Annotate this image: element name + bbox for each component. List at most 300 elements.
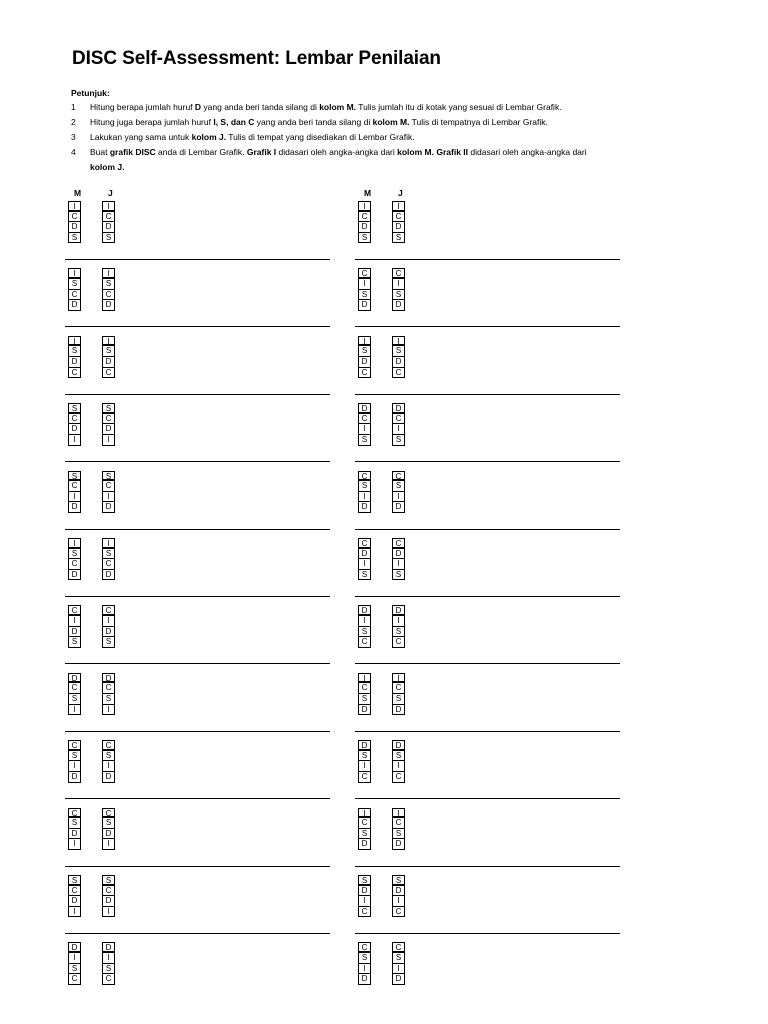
instruction-text-run: I, S, dan C (213, 116, 255, 127)
answer-box[interactable]: I (68, 953, 81, 964)
answer-column-m (358, 673, 371, 715)
answer-box[interactable]: D (102, 673, 115, 684)
answer-box[interactable]: S (358, 829, 371, 840)
answer-box[interactable]: C (102, 683, 115, 694)
answer-box[interactable]: C (358, 268, 371, 279)
answer-box[interactable]: D (68, 896, 81, 907)
answer-box[interactable]: S (68, 233, 81, 244)
answer-box[interactable]: I (392, 559, 405, 570)
answer-box[interactable]: C (392, 268, 405, 279)
answer-box[interactable]: S (68, 549, 81, 560)
answer-box[interactable]: I (358, 201, 371, 212)
answer-column-m (358, 808, 371, 850)
answer-box[interactable]: S (392, 627, 405, 638)
answer-column-m (68, 336, 81, 378)
answer-box[interactable]: I (392, 673, 405, 684)
group-divider (65, 798, 330, 799)
answer-column-j (102, 875, 115, 917)
group-divider (355, 394, 620, 395)
answer-box[interactable]: S (358, 435, 371, 446)
answer-box[interactable]: C (392, 818, 405, 829)
answer-box[interactable]: I (102, 492, 115, 503)
group-divider (355, 259, 620, 260)
instruction-item (71, 130, 611, 145)
answer-box[interactable]: S (102, 279, 115, 290)
answer-box[interactable]: D (358, 502, 371, 513)
answer-box[interactable]: D (102, 772, 115, 783)
answer-column-m (358, 336, 371, 378)
answer-column-m (68, 403, 81, 445)
column-header-m: M (74, 188, 82, 198)
answer-column-j (102, 942, 115, 984)
answer-box[interactable]: D (358, 886, 371, 897)
instruction-continuation (90, 160, 611, 175)
answer-column-m (68, 538, 81, 580)
answer-box[interactable]: D (392, 974, 405, 985)
instruction-text-run: yang anda beri tanda silang di (201, 102, 320, 112)
instruction-text-run: yang anda beri tanda silang di (254, 116, 373, 127)
answer-box[interactable]: D (102, 300, 115, 311)
answer-column-j (392, 403, 405, 445)
answer-box[interactable]: C (358, 637, 371, 648)
answer-box[interactable]: C (392, 538, 405, 549)
answer-box[interactable]: S (68, 751, 81, 762)
answer-box[interactable]: S (68, 694, 81, 705)
answer-box[interactable]: D (358, 222, 371, 233)
answer-column-m (358, 268, 371, 310)
answer-box[interactable]: D (68, 222, 81, 233)
group-divider (65, 731, 330, 732)
answer-box[interactable]: I (102, 268, 115, 279)
answer-box[interactable]: C (102, 290, 115, 301)
group-divider (65, 326, 330, 327)
answer-column-j (392, 808, 405, 850)
answer-box[interactable]: D (358, 705, 371, 716)
answer-column-j (392, 942, 405, 984)
answer-column-j (392, 471, 405, 513)
group-divider (355, 326, 620, 327)
group-divider (355, 866, 620, 867)
answer-box[interactable]: D (358, 357, 371, 368)
instruction-text-run: didasari oleh angka-angka dari (468, 146, 587, 157)
answer-box[interactable]: C (68, 886, 81, 897)
instruction-text-run: Grafik I (246, 146, 277, 157)
group-divider (355, 529, 620, 530)
answer-box[interactable]: S (68, 471, 81, 482)
answer-box[interactable]: D (392, 300, 405, 311)
answer-box[interactable]: I (392, 336, 405, 347)
answer-box[interactable]: C (102, 212, 115, 223)
answer-box[interactable]: I (68, 616, 81, 627)
answer-box[interactable]: I (102, 839, 115, 850)
answer-box[interactable]: C (392, 683, 405, 694)
answer-box[interactable]: S (358, 233, 371, 244)
answer-column-j (392, 605, 405, 647)
answer-box[interactable]: C (358, 212, 371, 223)
group-divider (355, 596, 620, 597)
answer-box[interactable]: I (392, 761, 405, 772)
instruction-item (71, 115, 611, 130)
answer-box[interactable]: I (358, 492, 371, 503)
answer-box[interactable]: C (392, 414, 405, 425)
answer-column-j (392, 538, 405, 580)
answer-box[interactable]: S (358, 346, 371, 357)
instructions-list (71, 100, 611, 175)
group-divider (355, 798, 620, 799)
answer-box[interactable]: D (68, 772, 81, 783)
instructions-heading: Petunjuk: (71, 88, 110, 98)
answer-column-m (68, 740, 81, 782)
answer-box[interactable]: S (102, 549, 115, 560)
answer-box[interactable]: C (68, 414, 81, 425)
answer-column-j (102, 673, 115, 715)
answer-box[interactable]: D (392, 839, 405, 850)
answer-column-j (102, 268, 115, 310)
answer-box[interactable]: S (392, 875, 405, 886)
group-divider (65, 529, 330, 530)
answer-box[interactable]: D (358, 839, 371, 850)
answer-box[interactable]: I (358, 673, 371, 684)
instruction-text-run: grafik DISC (109, 146, 156, 157)
column-header-j: J (398, 188, 403, 198)
answer-column-j (392, 201, 405, 243)
answer-box[interactable]: C (392, 907, 405, 918)
answer-box[interactable]: I (102, 761, 115, 772)
answer-column-m (358, 201, 371, 243)
column-header-j: J (108, 188, 113, 198)
answer-box[interactable]: I (358, 761, 371, 772)
answer-box[interactable]: I (358, 616, 371, 627)
answer-box[interactable]: S (102, 964, 115, 975)
answer-box[interactable]: C (392, 471, 405, 482)
answer-box[interactable]: I (68, 761, 81, 772)
answer-column-m (358, 403, 371, 445)
answer-box[interactable]: S (358, 290, 371, 301)
group-divider (355, 663, 620, 664)
answer-box[interactable]: C (68, 481, 81, 492)
answer-box[interactable]: I (392, 492, 405, 503)
answer-box[interactable]: S (358, 953, 371, 964)
answer-box[interactable]: S (102, 346, 115, 357)
answer-box[interactable]: C (358, 538, 371, 549)
answer-box[interactable]: D (68, 424, 81, 435)
answer-column-j (392, 875, 405, 917)
answer-box[interactable]: I (102, 336, 115, 347)
answer-column-m (358, 740, 371, 782)
answer-box[interactable]: S (358, 481, 371, 492)
answer-box[interactable]: I (102, 953, 115, 964)
answer-box[interactable]: D (68, 502, 81, 513)
answer-box[interactable]: D (392, 886, 405, 897)
answer-box[interactable]: D (68, 570, 81, 581)
answer-column-m (68, 673, 81, 715)
answer-box[interactable]: I (392, 964, 405, 975)
answer-box[interactable]: C (102, 481, 115, 492)
answer-box[interactable]: S (392, 829, 405, 840)
answer-box[interactable]: I (392, 201, 405, 212)
answer-box[interactable]: D (102, 357, 115, 368)
answer-box[interactable]: C (358, 772, 371, 783)
answer-box[interactable]: C (102, 414, 115, 425)
answer-box[interactable]: S (358, 875, 371, 886)
answer-box[interactable]: S (68, 346, 81, 357)
answer-column-m (358, 538, 371, 580)
column-header-m: M (364, 188, 372, 198)
answer-box[interactable]: S (358, 570, 371, 581)
answer-box[interactable]: C (68, 290, 81, 301)
answer-box[interactable]: I (358, 559, 371, 570)
answer-column-m (358, 605, 371, 647)
answer-box[interactable]: D (68, 357, 81, 368)
answer-box[interactable]: S (392, 233, 405, 244)
instruction-text-run: Hitung juga berapa jumlah huruf (90, 116, 214, 127)
answer-box[interactable]: I (68, 538, 81, 549)
answer-box[interactable]: D (102, 627, 115, 638)
answer-box[interactable]: I (102, 538, 115, 549)
answer-column-m (68, 942, 81, 984)
answer-box[interactable]: D (102, 424, 115, 435)
instruction-text-run: Grafik II (436, 146, 469, 157)
answer-box[interactable]: S (102, 471, 115, 482)
answer-box[interactable]: I (358, 964, 371, 975)
answer-box[interactable]: C (358, 471, 371, 482)
answer-box[interactable]: D (358, 403, 371, 414)
answer-box[interactable]: D (392, 222, 405, 233)
answer-box[interactable]: I (102, 705, 115, 716)
answer-box[interactable]: D (68, 942, 81, 953)
instruction-text-run: anda di Lembar Grafik. (155, 146, 247, 157)
answer-column-m (68, 808, 81, 850)
answer-box[interactable]: C (68, 808, 81, 819)
answer-column-j (392, 740, 405, 782)
answer-column-m (68, 268, 81, 310)
answer-box[interactable]: D (102, 829, 115, 840)
answer-box[interactable]: S (392, 346, 405, 357)
answer-box[interactable]: I (358, 336, 371, 347)
instruction-text-run: kolom J. (90, 161, 125, 172)
answer-box[interactable]: I (102, 201, 115, 212)
answer-box[interactable]: C (358, 683, 371, 694)
answer-column-m (68, 605, 81, 647)
group-divider (65, 866, 330, 867)
answer-box[interactable]: C (68, 212, 81, 223)
answer-box[interactable]: D (68, 300, 81, 311)
answer-box[interactable]: C (102, 368, 115, 379)
answer-column-j (102, 336, 115, 378)
answer-box[interactable]: S (392, 481, 405, 492)
group-divider (355, 461, 620, 462)
answer-box[interactable]: S (102, 233, 115, 244)
answer-box[interactable]: I (102, 616, 115, 627)
instruction-item (71, 145, 611, 175)
answer-box[interactable]: I (68, 268, 81, 279)
answer-box[interactable]: C (68, 605, 81, 616)
group-divider (65, 596, 330, 597)
answer-box[interactable]: D (392, 549, 405, 560)
answer-box[interactable]: C (358, 368, 371, 379)
answer-box[interactable]: C (392, 637, 405, 648)
answer-box[interactable]: S (392, 953, 405, 964)
answer-box[interactable]: I (68, 839, 81, 850)
answer-box[interactable]: C (102, 559, 115, 570)
answer-box[interactable]: I (68, 907, 81, 918)
instruction-text-run: kolom M. (397, 146, 434, 157)
answer-column-j (102, 740, 115, 782)
answer-box[interactable]: I (68, 705, 81, 716)
answer-box[interactable]: I (392, 896, 405, 907)
answer-box[interactable]: C (358, 942, 371, 953)
answer-column-j (392, 268, 405, 310)
answer-column-m (68, 471, 81, 513)
instruction-text-run: kolom M. (319, 102, 357, 112)
answer-column-m (68, 875, 81, 917)
answer-box[interactable]: S (68, 875, 81, 886)
answer-box[interactable]: D (392, 403, 405, 414)
answer-box[interactable]: D (392, 357, 405, 368)
answer-box[interactable]: D (358, 549, 371, 560)
answer-column-m (358, 471, 371, 513)
answer-box[interactable]: I (68, 201, 81, 212)
answer-box[interactable]: S (358, 627, 371, 638)
answer-box[interactable]: S (68, 279, 81, 290)
answer-column-j (102, 471, 115, 513)
answer-box[interactable]: D (358, 300, 371, 311)
instruction-text-run: D (194, 102, 202, 112)
answer-box[interactable]: C (358, 414, 371, 425)
answer-box[interactable]: D (358, 605, 371, 616)
answer-box[interactable]: C (68, 368, 81, 379)
answer-box[interactable]: S (392, 694, 405, 705)
answer-box[interactable]: S (392, 290, 405, 301)
group-divider (65, 663, 330, 664)
instruction-number: 3 (71, 131, 76, 142)
instruction-text-run: Tulis di tempat yang disediakan di Lembar Grafik. (226, 131, 415, 142)
answer-box[interactable]: S (68, 637, 81, 648)
answer-column-j (102, 808, 115, 850)
answer-box[interactable]: D (102, 222, 115, 233)
answer-box[interactable]: C (68, 559, 81, 570)
answer-box[interactable]: C (68, 683, 81, 694)
answer-box[interactable]: S (102, 637, 115, 648)
answer-box[interactable]: S (392, 570, 405, 581)
answer-box[interactable]: S (68, 818, 81, 829)
answer-box[interactable]: C (68, 740, 81, 751)
answer-box[interactable]: C (102, 974, 115, 985)
answer-box[interactable]: I (392, 424, 405, 435)
group-divider (65, 933, 330, 934)
answer-box[interactable]: I (392, 279, 405, 290)
answer-box[interactable]: D (68, 627, 81, 638)
answer-column-j (392, 673, 405, 715)
instruction-text-run: kolom J. (191, 131, 227, 142)
answer-box[interactable]: I (68, 336, 81, 347)
answer-column-j (102, 201, 115, 243)
answer-box[interactable]: C (102, 740, 115, 751)
answer-box[interactable]: D (392, 740, 405, 751)
answer-box[interactable]: I (68, 492, 81, 503)
answer-column-m (358, 942, 371, 984)
answer-box[interactable]: S (392, 751, 405, 762)
answer-box[interactable]: D (392, 605, 405, 616)
answer-box[interactable]: D (102, 942, 115, 953)
answer-box[interactable]: C (102, 808, 115, 819)
answer-box[interactable]: D (392, 705, 405, 716)
answer-box[interactable]: C (102, 886, 115, 897)
answer-column-j (102, 538, 115, 580)
answer-box[interactable]: I (102, 907, 115, 918)
answer-box[interactable]: D (392, 502, 405, 513)
answer-box[interactable]: I (358, 424, 371, 435)
answer-box[interactable]: C (392, 368, 405, 379)
answer-box[interactable]: C (102, 605, 115, 616)
answer-box[interactable]: S (358, 694, 371, 705)
instruction-text-run: Tulis jumlah itu di kotak yang sesuai di Lembar Grafik. (356, 102, 562, 112)
answer-box[interactable]: I (392, 808, 405, 819)
answer-box[interactable]: S (102, 751, 115, 762)
answer-box[interactable]: I (358, 808, 371, 819)
instruction-text-run: Lakukan yang sama untuk (90, 131, 192, 142)
answer-box[interactable]: D (102, 502, 115, 513)
answer-box[interactable]: C (358, 818, 371, 829)
answer-box[interactable]: I (102, 435, 115, 446)
instruction-number: 1 (71, 102, 76, 112)
answer-box[interactable]: I (68, 435, 81, 446)
answer-box[interactable]: I (358, 279, 371, 290)
answer-box[interactable]: S (102, 694, 115, 705)
group-divider (65, 259, 330, 260)
page-title: DISC Self-Assessment: Lembar Penilaian (72, 48, 441, 69)
group-divider (65, 394, 330, 395)
answer-box[interactable]: S (102, 875, 115, 886)
answer-box[interactable]: I (392, 616, 405, 627)
answer-box[interactable]: D (358, 974, 371, 985)
answer-box[interactable]: S (358, 751, 371, 762)
answer-box[interactable]: I (358, 896, 371, 907)
answer-column-j (392, 336, 405, 378)
answer-box[interactable]: S (102, 403, 115, 414)
answer-box[interactable]: C (392, 942, 405, 953)
instruction-text-run: Buat (90, 146, 110, 157)
answer-box[interactable]: C (358, 907, 371, 918)
answer-box[interactable]: S (68, 964, 81, 975)
instruction-text-run: didasari oleh angka-angka dari (276, 146, 398, 157)
instruction-item (71, 100, 611, 115)
answer-column-j (102, 605, 115, 647)
answer-box[interactable]: S (102, 818, 115, 829)
answer-box[interactable]: D (68, 673, 81, 684)
answer-box[interactable]: C (68, 974, 81, 985)
answer-box[interactable]: S (392, 435, 405, 446)
answer-box[interactable]: D (358, 740, 371, 751)
group-divider (355, 933, 620, 934)
instruction-text-run: Hitung berapa jumlah huruf (90, 102, 195, 112)
answer-box[interactable]: C (392, 212, 405, 223)
instruction-number: 4 (71, 146, 76, 157)
answer-box[interactable]: D (102, 570, 115, 581)
answer-column-j (102, 403, 115, 445)
instruction-text-run: Tulis di tempatnya di Lembar Grafik. (409, 116, 548, 127)
answer-column-m (68, 201, 81, 243)
instruction-number: 2 (71, 116, 76, 127)
answer-box[interactable]: D (68, 829, 81, 840)
answer-box[interactable]: D (102, 896, 115, 907)
group-divider (65, 461, 330, 462)
answer-box[interactable]: S (68, 403, 81, 414)
instruction-text-run: kolom M. (372, 116, 410, 127)
answer-box[interactable]: C (392, 772, 405, 783)
group-divider (355, 731, 620, 732)
answer-column-m (358, 875, 371, 917)
